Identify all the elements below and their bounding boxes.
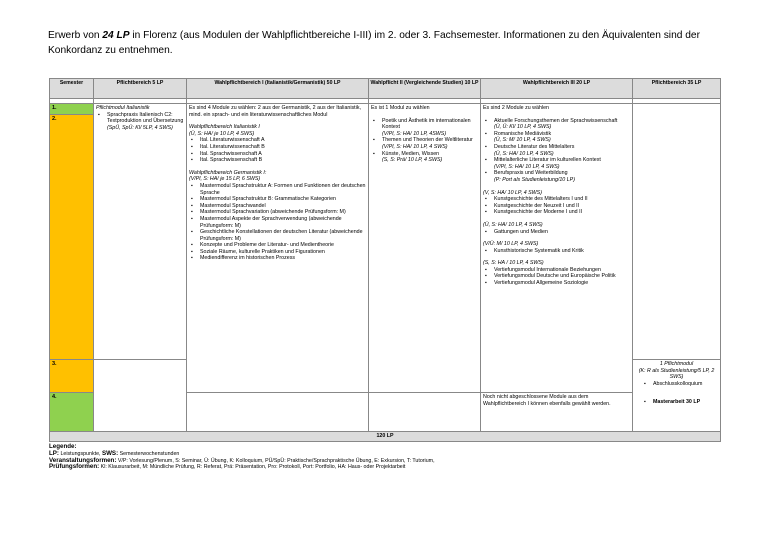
pflichtmodul-title: Pflichtmodul Italianistik bbox=[96, 105, 150, 111]
intro-lp: 24 LP bbox=[102, 30, 130, 41]
list-item: ▪ Kunsthistorische Systematik und Kritik bbox=[494, 248, 630, 255]
list-item: ▪ Soziale Räume, kulturelle Praktiken und Figurationen bbox=[200, 249, 366, 256]
list-item bbox=[382, 151, 478, 164]
legend-title: Legende: bbox=[49, 443, 77, 450]
wp2-item-3: Künste, Medien, Wissen bbox=[382, 150, 440, 157]
header-wahlpflicht-2: Wahlpflicht II (Vergleichende Studien) 10 LP bbox=[369, 79, 481, 99]
wp3-item-text: Berufspraxis und Weiterbildung bbox=[494, 170, 568, 177]
legend-sws-label: SWS: bbox=[101, 449, 119, 457]
cell-wahlpflicht-1-empty bbox=[187, 393, 369, 432]
list-item bbox=[494, 157, 630, 170]
list-item bbox=[107, 112, 184, 132]
curriculum-table bbox=[49, 78, 721, 442]
wp2-item-3-credit: (S, S: Prä/ 10 LP, 4 SWS) bbox=[382, 157, 443, 164]
header-wahlpflicht-3: Wahlpflichtbereich III 20 LP bbox=[481, 79, 633, 99]
list-item: ▪ Kunstgeschichte der Neuzeit I und II bbox=[494, 203, 630, 210]
wp3-item-text: Deutsche Literatur des Mittelalters bbox=[494, 143, 575, 150]
legend-pf-label: Prüfungsformen: bbox=[49, 463, 100, 471]
list-item: ▪ Vertiefungsmodul Allgemeine Soziologie bbox=[494, 280, 630, 287]
list-item: ▪ Kunstgeschichte des Mittelalters I und II bbox=[494, 196, 630, 203]
cell-pflicht-5 bbox=[94, 104, 187, 360]
cell-wahlpflicht-2-empty bbox=[369, 393, 481, 432]
header-pflicht-35: Pflichtbereich 35 LP bbox=[633, 79, 721, 99]
wp2-item-1-credit: (V/Pl, S: HA/ 10 LP, 4SWS) bbox=[382, 130, 447, 137]
list-item: ▪ Ital. Literaturwissenschaft B bbox=[200, 144, 366, 151]
header-row bbox=[50, 79, 721, 99]
wp3-credit-art: (V, S: HA/ 10 LP, 4 SWS) bbox=[483, 189, 542, 196]
list-item bbox=[494, 131, 630, 144]
intro-text-1: Erwerb von bbox=[48, 30, 103, 41]
row-semester-1 bbox=[50, 104, 721, 115]
legend-lp-text: Leistungspunkte, bbox=[58, 450, 102, 457]
list-item: ▪ Ital. Literaturwissenschaft A bbox=[200, 137, 366, 144]
semester-4: 4. bbox=[50, 393, 94, 432]
list-item bbox=[382, 137, 478, 150]
wp2-item-2: Themen und Theorien der Weltliteratur bbox=[382, 137, 473, 144]
wp3-item-credit: (P: Port als Studienleistung/10 LP) bbox=[494, 176, 575, 183]
wp2-intro: Es ist 1 Modul zu wählen bbox=[371, 105, 430, 111]
wp1-italianistik-credit: (Ü, S: HA/ je 10 LP, 4 SWS) bbox=[189, 130, 255, 137]
list-item: ▪ Mastermodul Sprachstruktur A: Formen und Funktionen der deutschen Sprache bbox=[200, 183, 366, 196]
wp3-item-credit: (Ü, Ü: Kl/ 10 LP, 4 SWS) bbox=[494, 124, 552, 131]
semester-2: 2. bbox=[50, 115, 94, 360]
wp3-credit-8: (V/Ü: M/ 10 LP, 4 SWS) bbox=[483, 241, 539, 248]
pflichtmodul-35-title: 1 Pflichtmodul bbox=[659, 361, 694, 367]
sprachpraxis-credit: (SpÜ, SpÜ: Kl/ 5LP, 4 SWS) bbox=[107, 124, 173, 131]
list-item: ▪ Mediendifferenz im historischen Prozess bbox=[200, 255, 366, 262]
intro-text-2: in Florenz (aus Modulen der Wahlpflichtbereiche I-III) im 2. oder 3. Fachsemester. Informationen zu den Äquivalenten sind der Konkordanz zu entnehmen. bbox=[48, 30, 700, 56]
wp2-item-2-credit: (V/Pl, S: HA/ 10 LP, 4 SWS) bbox=[382, 143, 448, 150]
cell-pflicht-35 bbox=[633, 360, 721, 432]
cell-wahlpflicht-2 bbox=[369, 104, 481, 393]
cell-wahlpflicht-1 bbox=[187, 104, 369, 393]
legend-lp-label: LP: bbox=[49, 449, 59, 457]
wp3-item-credit: (Ü, S: HA/ 10 LP, 4 SWS) bbox=[494, 150, 554, 157]
list-item: ▪ Vertiefungsmodul Internationale Beziehungen bbox=[494, 267, 630, 274]
wp3-item-credit: (V/Pl, S: HA/ 10 LP, 4 SWS) bbox=[494, 163, 560, 170]
header-wahlpflicht-1: Wahlpflichtbereich I (Italianistik/Germanistik) 50 LP bbox=[187, 79, 369, 99]
intro-paragraph bbox=[48, 28, 738, 58]
legend-sws-text: Semesterwochenstunden bbox=[118, 450, 180, 457]
list-item: ▪ Vertiefungsmodul Deutsche und Europäische Politik bbox=[494, 273, 630, 280]
total-row bbox=[50, 432, 721, 442]
wp1-intro: Es sind 4 Module zu wählen: 2 aus der Germanistik, 2 aus der Italianistik, mind. ein sprach- und ein literaturwissenschaftliches Modul bbox=[189, 105, 361, 118]
list-item bbox=[494, 170, 630, 183]
list-item bbox=[494, 144, 630, 157]
list-item: ▪ Mastermodul Sprachvariation (abweichende Prüfungsform: M) bbox=[200, 209, 366, 216]
list-item: ▪ Mastermodul Sprachstruktur B: Grammatische Kategorien bbox=[200, 196, 366, 203]
sprachpraxis-item: Sprachpraxis Italienisch C2: Textproduktion und Übersetzung bbox=[107, 111, 184, 125]
wp3-credit-9: (S, S: HA / 10 LP, 4 SWS) bbox=[483, 260, 544, 267]
semester-3: 3. bbox=[50, 360, 94, 393]
legend bbox=[49, 444, 729, 471]
list-item: ▪ Abschlusskolloquium bbox=[653, 381, 718, 388]
list-item: ▪ Geschichtliche Konstellationen der deutschen Literatur (abweichende Prüfungsform: M) bbox=[200, 229, 366, 242]
list-item: ▪ Gattungen und Medien bbox=[494, 229, 630, 236]
list-item bbox=[382, 118, 478, 138]
cell-pflicht-35-empty bbox=[633, 104, 721, 360]
wp1-germanistik-credit: (V/Pl, S: HA/ je 15 LP, 6 SWS) bbox=[189, 176, 261, 183]
header-semester: Semester bbox=[50, 79, 94, 99]
wp1-germanistik-title: Wahlpflichtbereich Germanistik I: bbox=[189, 169, 267, 176]
list-item: ▪ Ital. Sprachwissenschaft B bbox=[200, 157, 366, 164]
list-item: ▪ Konzepte und Probleme der Literatur- und Medientheorie bbox=[200, 242, 366, 249]
legend-vf-label: Veranstaltungsformen: bbox=[49, 456, 117, 464]
total-lp: 120 LP bbox=[50, 432, 721, 442]
legend-pf-text: Kl: Klausurarbeit, M: Mündliche Prüfung, R: Referat, Prä: Präsentation, Pro: Protokoll, Port: Portfolio, HA: Haus- oder Projektarbeit bbox=[99, 464, 406, 471]
list-item: ▪ Ital. Sprachwissenschaft A bbox=[200, 151, 366, 158]
list-item: ▪ Mastermodul Sprachwandel bbox=[200, 203, 366, 210]
legend-vf-text: V/P: Vorlesung/Plenum, S: Seminar, Ü: Übung, K: Kolloquium, PÜ/SpÜ: Praktische/Sprachpraktische Übung, E: Exkursion, T: Tutorium, bbox=[116, 457, 435, 464]
list-item: ▪ Kunstgeschichte der Moderne I und II bbox=[494, 209, 630, 216]
cell-pflicht-5-empty bbox=[94, 360, 187, 432]
cell-wahlpflicht-3 bbox=[481, 104, 633, 393]
wp3-item-credit: (Ü, S: M/ 10 LP, 4 SWS) bbox=[494, 137, 551, 144]
list-item bbox=[494, 118, 630, 131]
list-item: ▪ Mastermodul Aspekte der Sprachverwendung (abweichende Prüfungsform: M) bbox=[200, 216, 366, 229]
header-pflicht-5: Pflichtbereich 5 LP bbox=[94, 79, 187, 99]
wp3-item-text: Mittelalterliche Literatur im kulturellen Kontext bbox=[494, 157, 601, 164]
wp1-italianistik-title: Wahlpflichtbereich Italianistik I bbox=[189, 124, 260, 131]
wp3-intro: Es sind 2 Module zu wählen bbox=[483, 105, 549, 111]
wp3-credit-7: (Ü, S: HA/ 10 LP, 4 SWS) bbox=[483, 221, 543, 228]
list-item: ▪ Masterarbeit 30 LP bbox=[653, 399, 718, 406]
pflichtmodul-35-credit: (K: R als Studienleistung/5 LP, 2 SWS) bbox=[638, 367, 715, 381]
cell-wp3-note: Noch nicht abgeschlossene Module aus dem Wahlpflichtbereich I können ebenfalls gewählt werden. bbox=[481, 393, 633, 432]
wp3-item-text: Aktuelle Forschungsthemen der Sprachwissenschaft bbox=[494, 117, 618, 124]
wp2-item-1: Poetik und Ästhetik im internationalen Kontext bbox=[382, 117, 471, 131]
semester-1: 1. bbox=[50, 104, 94, 115]
wp3-item-text: Romanische Mediävistik bbox=[494, 130, 552, 137]
